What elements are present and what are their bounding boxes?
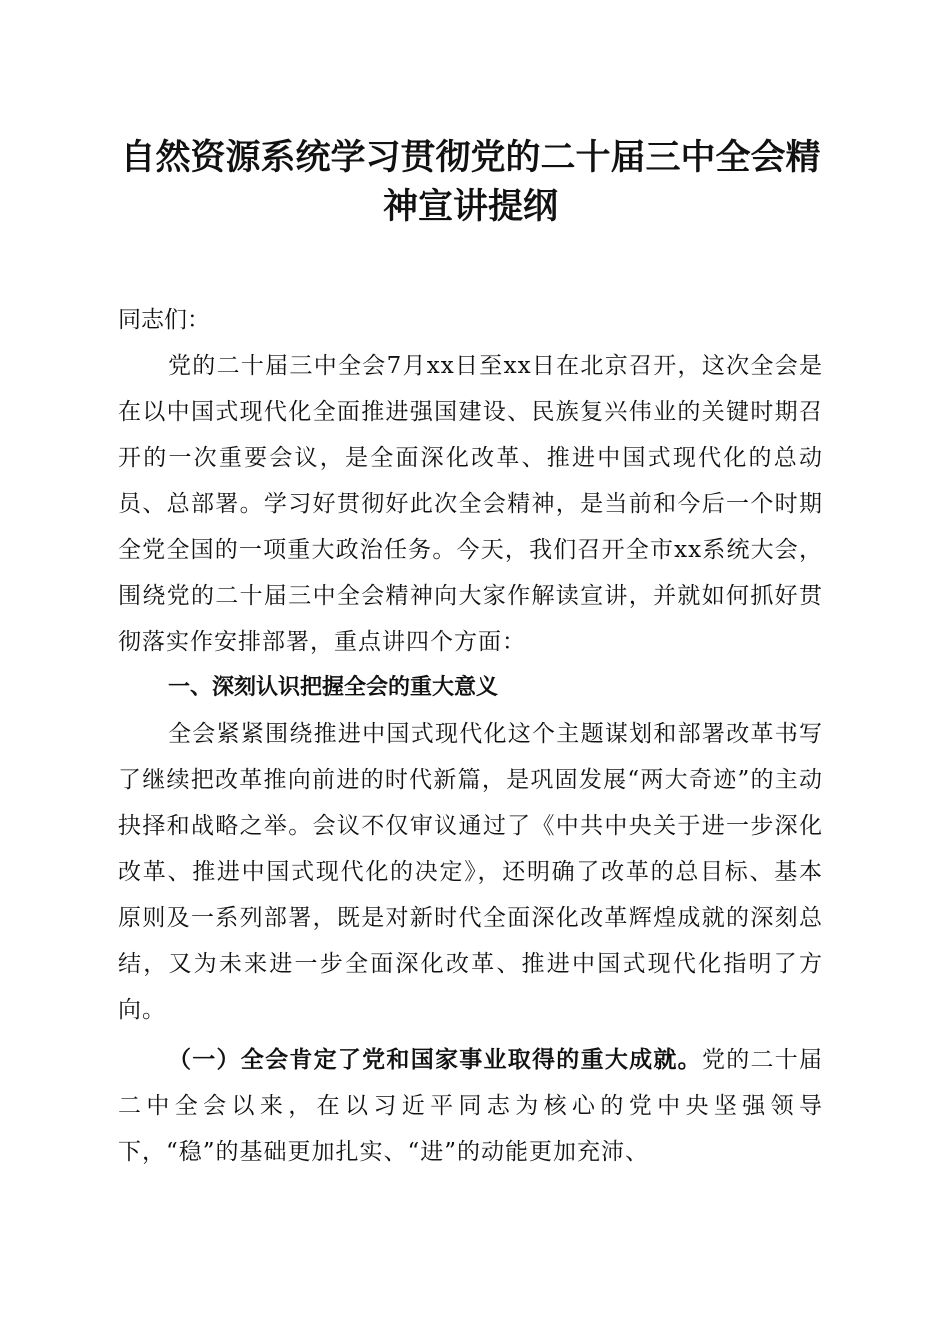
subsection-1-text: 党的二十届二中全会以来，在以习近平同志为核心的党中央坚强领导下，“稳”的基础更加扎实、“进”的动能更加充沛、 [118, 1047, 824, 1165]
intro-paragraph: 党的二十届三中全会7月xx日至xx日在北京召开，这次全会是在以中国式现代化全面推进强国建设、民族复兴伟业的关键时期召开的一次重要会议，是全面深化改革、推进中国式现代化的总动员、总部署。学习好贯彻好此次全会精神，是当前和今后一个时期全党全国的一项重大政治任务。今天，我们召开全市xx系统大会，围绕党的二十届三中全会精神向大家作解读宣讲，并就如何抓好贯彻落实作安排部署，重点讲四个方面： [118, 353, 823, 655]
section-1-heading: 一、深刻认识把握全会的重大意义 [168, 675, 499, 700]
subsection-1-lead: （一）全会肯定了党和国家事业取得的重大成就。 [168, 1046, 702, 1073]
salutation: 同志们： [118, 307, 210, 333]
document-title [118, 134, 823, 232]
document-page [118, 134, 823, 1175]
title-line-1: 自然资源系统学习贯彻党的二十届三中全会精 [120, 138, 821, 178]
subsection-1-paragraph [118, 1037, 823, 1175]
title-line-2: 神宣讲提纲 [382, 187, 558, 227]
section-1-paragraph: 全会紧紧围绕推进中国式现代化这个主题谋划和部署改革书写了继续把改革推向前进的时代新篇，是巩固发展“两大奇迹”的主动抉择和战略之举。会议不仅审议通过了《中共中央关于进一步深化改革、推进中国式现代化的决定》，还明确了改革的总目标、基本原则及一系列部署，既是对新时代全面深化改革辉煌成就的深刻总结，又为未来进一步全面深化改革、推进中国式现代化指明了方向。 [118, 721, 823, 1023]
